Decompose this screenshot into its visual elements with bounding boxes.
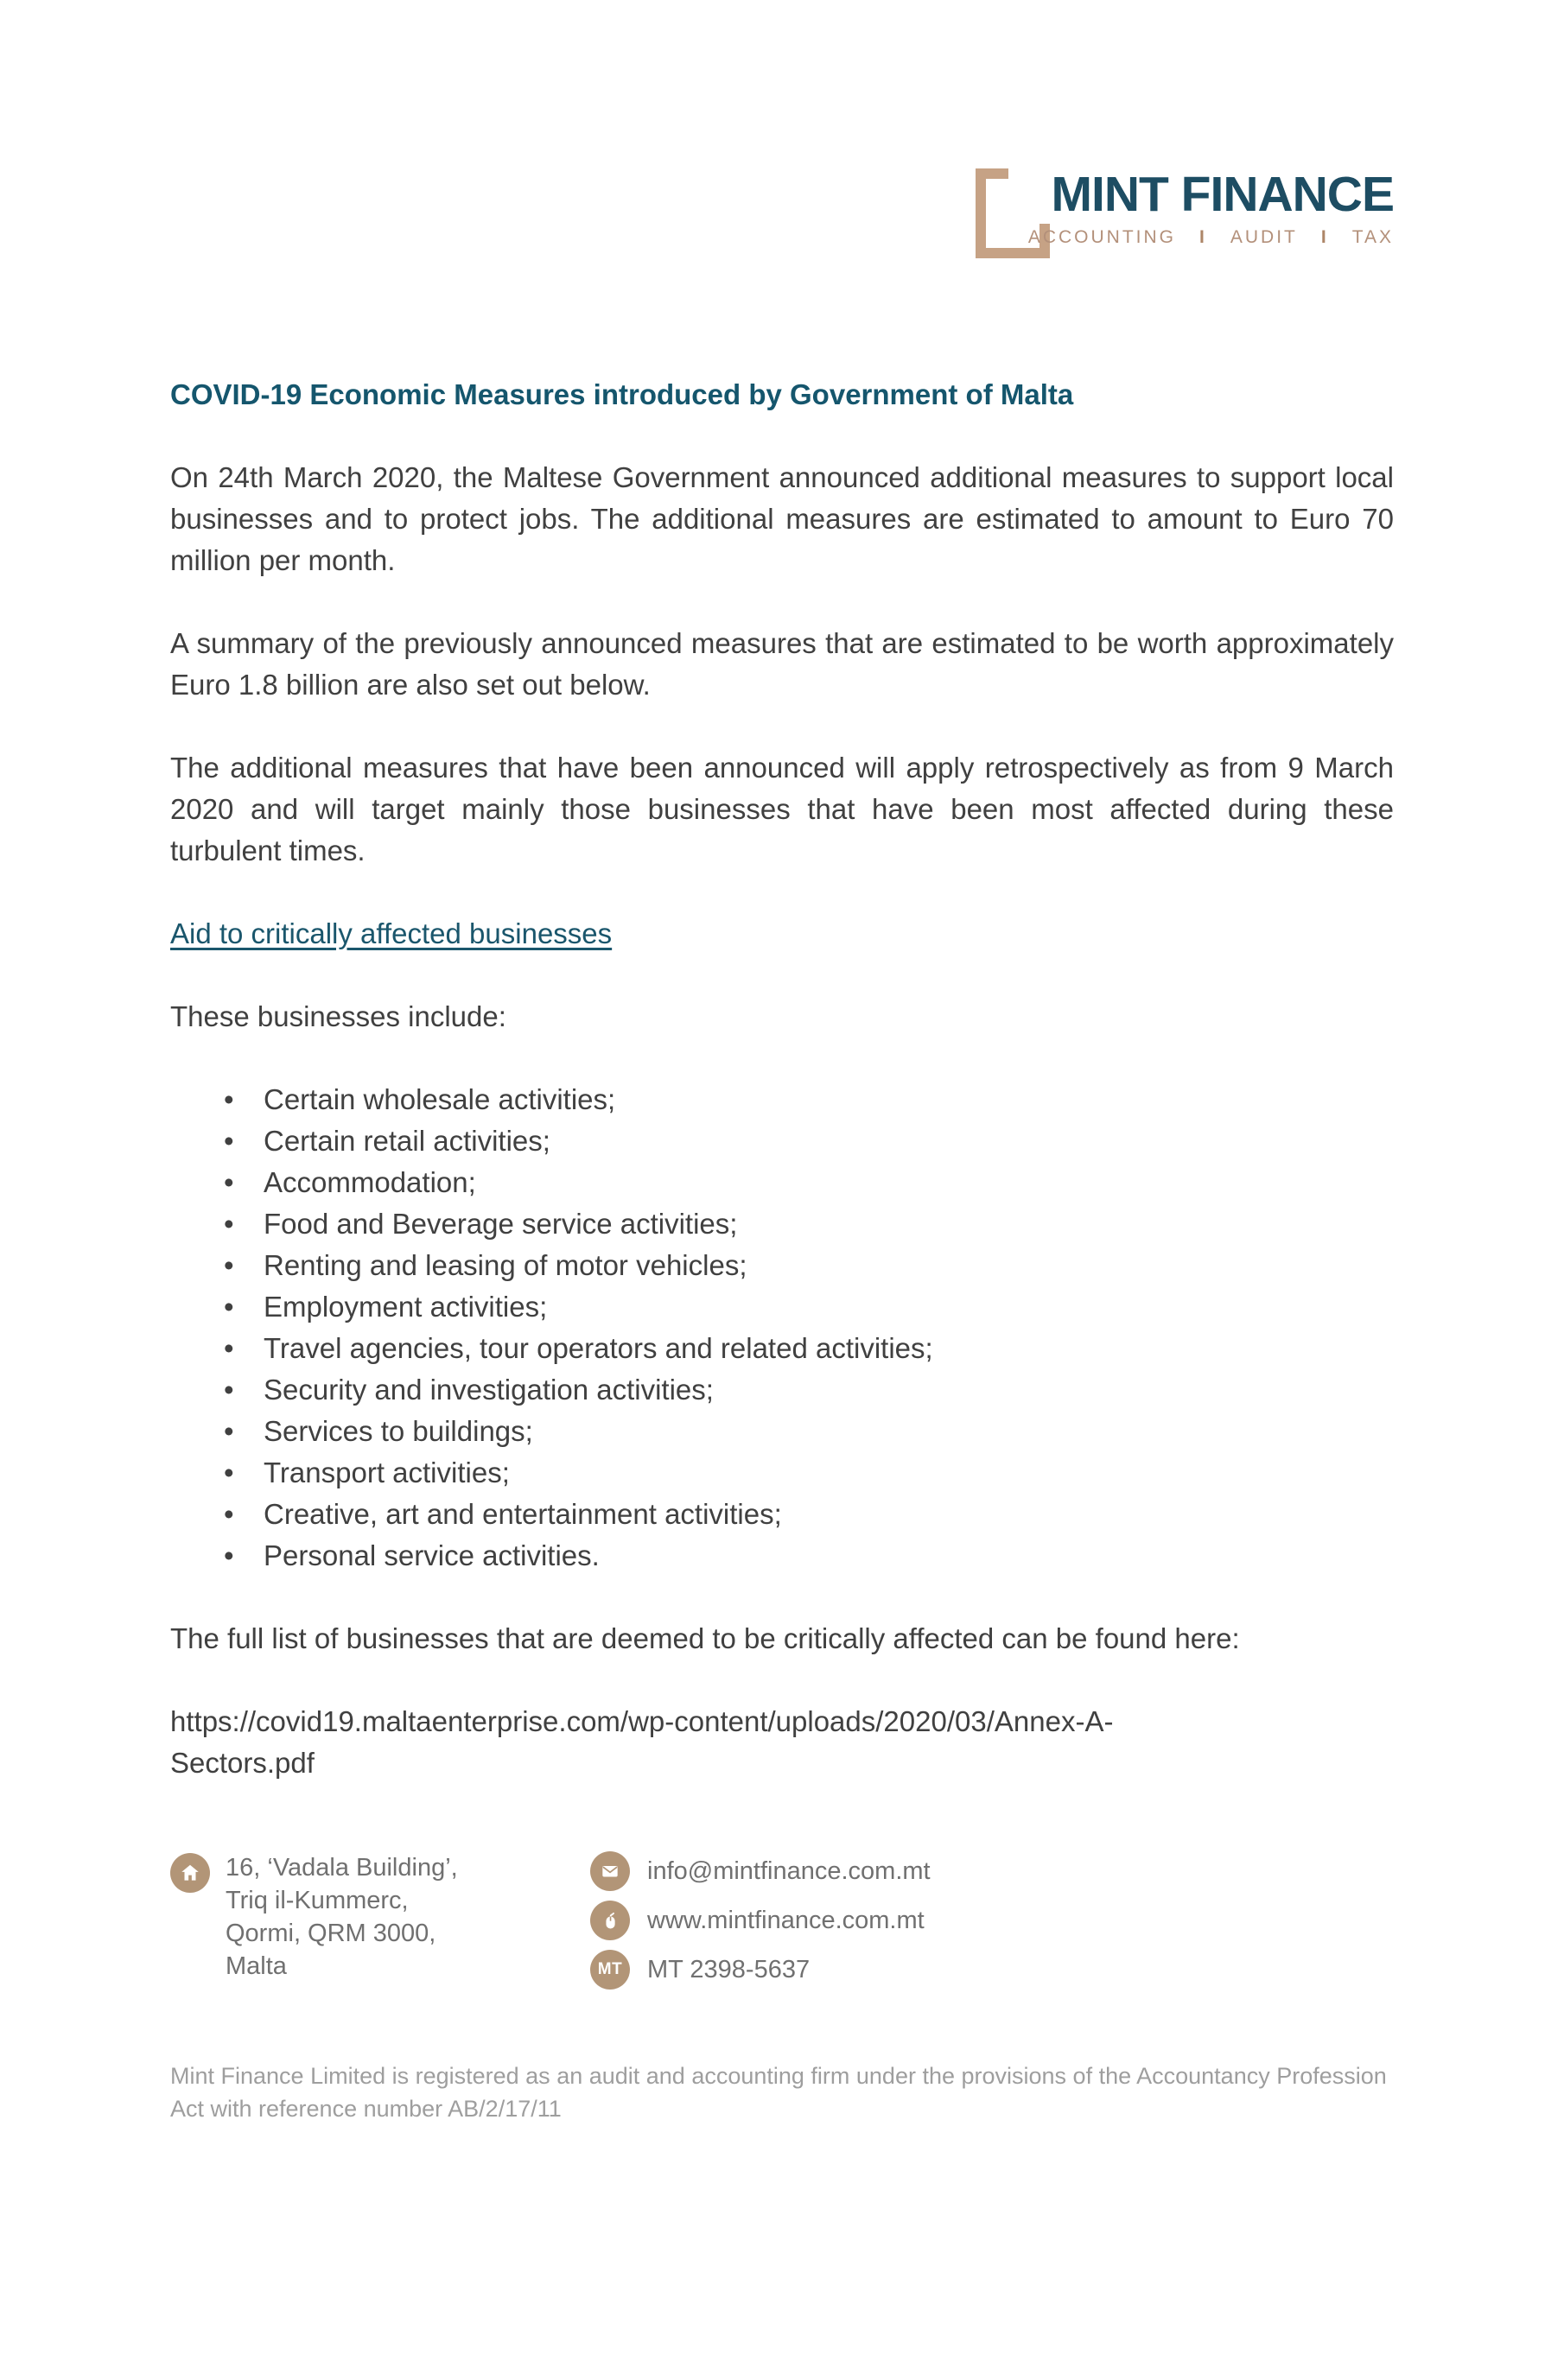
tagline-separator-icon: I	[1320, 227, 1329, 247]
contact-row-email	[590, 1851, 931, 1891]
list-item-label: Accommodation;	[264, 1166, 476, 1198]
bullet-icon: •	[224, 1539, 234, 1571]
contact-row-phone	[590, 1950, 931, 1990]
tagline-tax: TAX	[1351, 227, 1394, 247]
list-item	[170, 1286, 1394, 1328]
annex-link-line-1[interactable]: https://covid19.maltaenterprise.com/wp-content/uploads/2020/03/Annex-A-	[170, 1705, 1114, 1737]
section-heading-aid: Aid to critically affected businesses	[170, 917, 613, 949]
list-item-label: Creative, art and entertainment activities;	[264, 1498, 782, 1530]
address-line: 16, ‘Vadala Building’,	[226, 1854, 458, 1882]
document-body	[170, 374, 1394, 1784]
mt-badge-label: MT	[597, 1960, 623, 1978]
list-item-label: Services to buildings;	[264, 1415, 533, 1447]
list-item-label: Travel agencies, tour operators and related activities;	[264, 1332, 933, 1364]
list-item	[170, 1411, 1394, 1452]
address-line: Malta	[226, 1952, 287, 1980]
contact-row-website	[590, 1901, 931, 1940]
address-line: Triq il-Kummerc,	[226, 1887, 409, 1914]
bullet-icon: •	[224, 1083, 234, 1115]
list-item	[170, 1245, 1394, 1286]
list-item	[170, 1369, 1394, 1411]
annex-link-line-2[interactable]: Sectors.pdf	[170, 1747, 315, 1779]
list-intro: These businesses include:	[170, 1000, 506, 1032]
document-page	[0, 168, 1564, 2380]
list-item-label: Food and Beverage service activities;	[264, 1208, 738, 1240]
home-icon	[170, 1853, 210, 1893]
tagline-separator-icon: I	[1199, 227, 1207, 247]
paragraph-retrospective: The additional measures that have been announced will apply retrospectively as from 9 March 2020 and will target mainly those businesses that have been most affected during these turbulent times.	[170, 752, 1394, 866]
list-item	[170, 1494, 1394, 1535]
email-icon	[590, 1851, 630, 1891]
list-item	[170, 1162, 1394, 1203]
affected-businesses-list	[170, 1079, 1394, 1577]
bullet-icon: •	[224, 1249, 234, 1281]
closing-paragraph: The full list of businesses that are deemed to be critically affected can be found here:	[170, 1622, 1240, 1654]
list-item	[170, 1079, 1394, 1120]
brand-logo	[170, 168, 1394, 248]
registration-disclaimer: Mint Finance Limited is registered as an audit and accounting firm under the provisions of the Accountancy Profession Act with reference number AB/2/17/11	[170, 2063, 1387, 2122]
list-item-label: Renting and leasing of motor vehicles;	[264, 1249, 747, 1281]
paragraph-intro: On 24th March 2020, the Maltese Government announced additional measures to support local businesses and to protect jobs. The additional measures are estimated to amount to Euro 70 million per month.	[170, 461, 1394, 576]
bullet-icon: •	[224, 1498, 234, 1530]
bullet-icon: •	[224, 1208, 234, 1240]
phone-number: MT 2398-5637	[647, 1955, 811, 1983]
bullet-icon: •	[224, 1125, 234, 1157]
list-item-label: Security and investigation activities;	[264, 1374, 714, 1406]
brand-name: MINT FINANCE	[1051, 167, 1394, 222]
brand-logo-main	[976, 168, 1394, 222]
list-item-label: Employment activities;	[264, 1291, 548, 1323]
phone-mt-badge-icon	[590, 1950, 630, 1990]
list-item	[170, 1203, 1394, 1245]
address-block	[170, 1851, 590, 1999]
address-line: Qormi, QRM 3000,	[226, 1920, 436, 1947]
bullet-icon: •	[224, 1374, 234, 1406]
paragraph-summary: A summary of the previously announced measures that are estimated to be worth approximately Euro 1.8 billion are also set out below.	[170, 627, 1394, 701]
page-title: COVID-19 Economic Measures introduced by Government of Malta	[170, 378, 1074, 410]
brand-tagline	[170, 227, 1394, 248]
list-item	[170, 1535, 1394, 1577]
list-item	[170, 1452, 1394, 1494]
list-item	[170, 1328, 1394, 1369]
annex-link[interactable]	[170, 1701, 1394, 1784]
contact-block	[590, 1851, 931, 1999]
list-item-label: Personal service activities.	[264, 1539, 600, 1571]
bullet-icon: •	[224, 1291, 234, 1323]
address-text	[226, 1851, 458, 1999]
list-item-label: Certain retail activities;	[264, 1125, 550, 1157]
document-footer	[170, 1851, 1394, 2125]
list-item	[170, 1120, 1394, 1162]
bullet-icon: •	[224, 1166, 234, 1198]
list-item-label: Certain wholesale activities;	[264, 1083, 616, 1115]
website-url[interactable]: www.mintfinance.com.mt	[647, 1906, 925, 1934]
tagline-audit: AUDIT	[1230, 227, 1298, 247]
bullet-icon: •	[224, 1457, 234, 1488]
tagline-accounting: ACCOUNTING	[1027, 227, 1177, 247]
bullet-icon: •	[224, 1415, 234, 1447]
mouse-icon	[590, 1901, 630, 1940]
bullet-icon: •	[224, 1332, 234, 1364]
list-item-label: Transport activities;	[264, 1457, 510, 1488]
email-address[interactable]: info@mintfinance.com.mt	[647, 1856, 931, 1885]
